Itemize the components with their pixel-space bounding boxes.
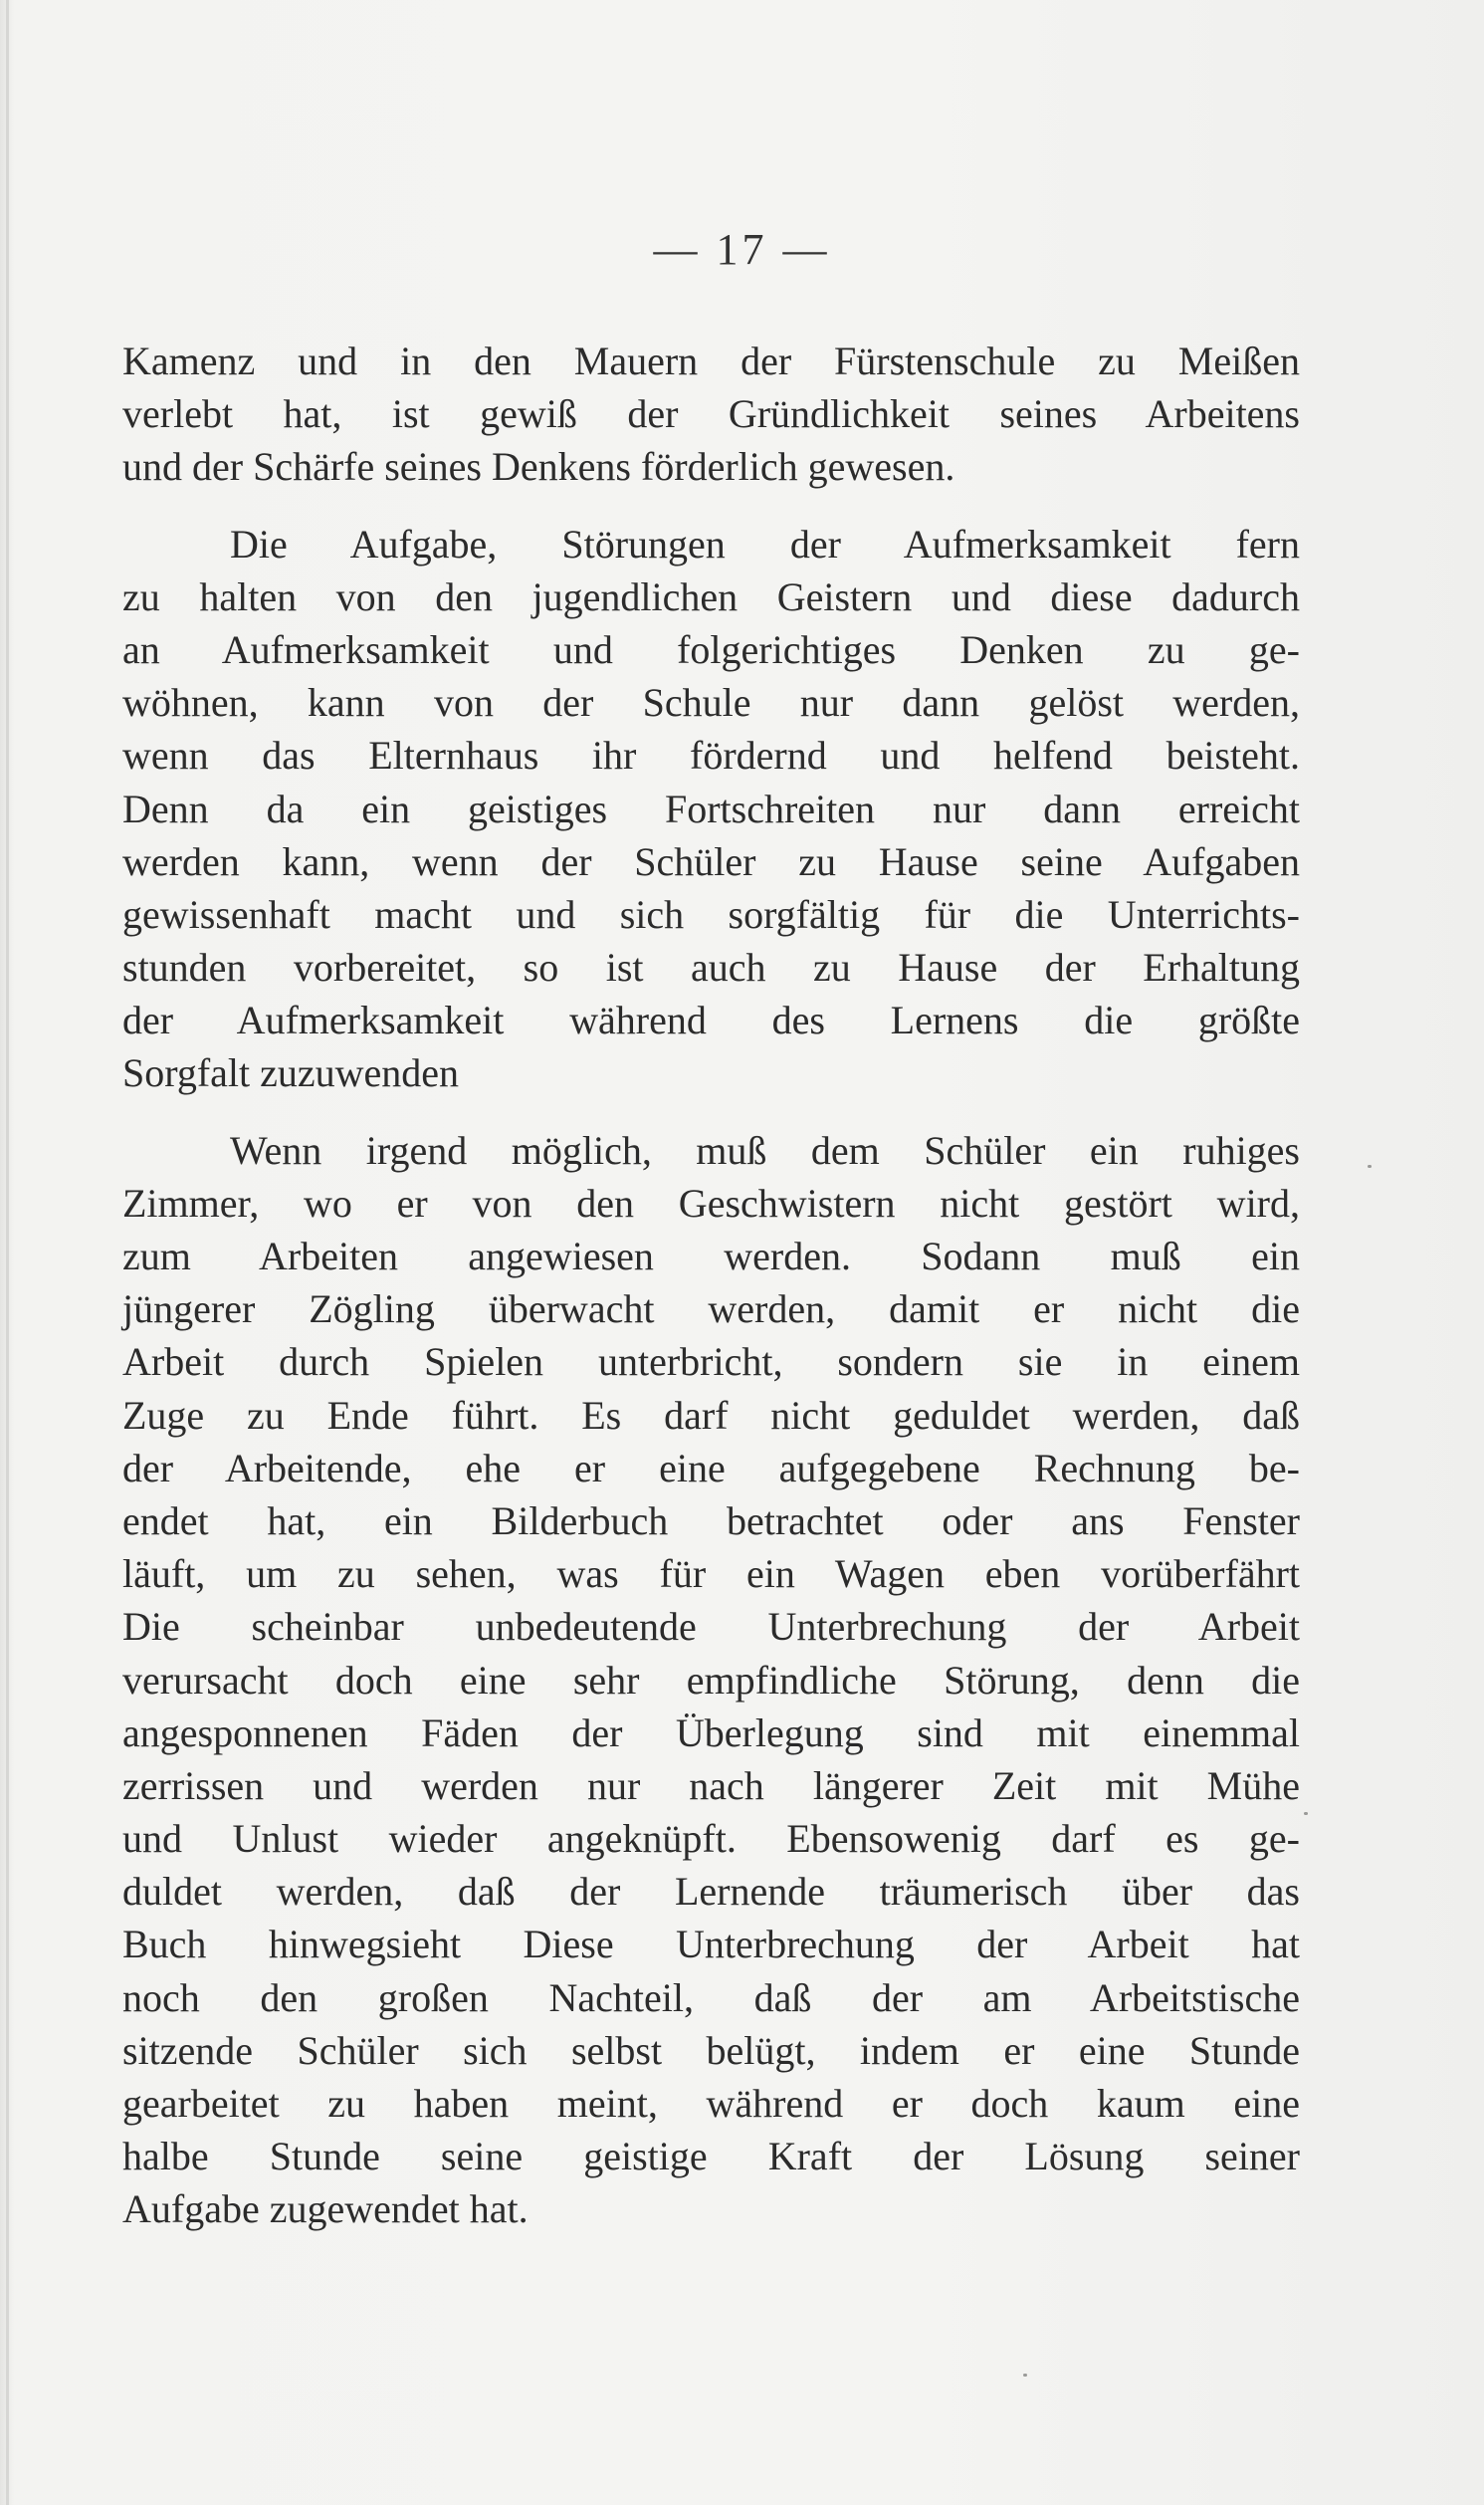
text-line: wöhnen, kann von der Schule nur dann gelöst werden,	[122, 680, 1300, 726]
text-line: stunden vorbereitet, so ist auch zu Hause der Erhaltung	[122, 945, 1300, 991]
paragraph-gap	[122, 1100, 1300, 1124]
text-line: duldet werden, daß der Lernende träumerisch über das	[122, 1869, 1300, 1915]
text-line: noch den großen Nachteil, daß der am Arbeitstische	[122, 1974, 1300, 2020]
text-line: zerrissen und werden nur nach längerer Zeit mit Mühe	[122, 1762, 1300, 1808]
text-line: wenn das Elternhaus ihr fördernd und helfend beisteht.	[122, 733, 1300, 779]
text-line: Denn da ein geistiges Fortschreiten nur dann erreicht	[122, 786, 1300, 831]
text-line: an Aufmerksamkeit und folgerichtiges Denken zu ge-	[122, 626, 1300, 672]
text-line: werden kann, wenn der Schüler zu Hause seine Aufgaben	[122, 838, 1300, 884]
text-line: Die Aufgabe, Störungen der Aufmerksamkeit fern	[230, 521, 1300, 567]
page-number: — 17 —	[653, 225, 831, 274]
text-line: zum Arbeiten angewiesen werden. Sodann muß ein	[122, 1234, 1300, 1278]
text-line: halbe Stunde seine geistige Kraft der Lösung seiner	[122, 2134, 1300, 2179]
text-line: Wenn irgend möglich, muß dem Schüler ein ruhiges	[230, 1127, 1300, 1173]
text-line: endet hat, ein Bilderbuch betrachtet oder ans Fenster	[122, 1497, 1300, 1543]
text-line: Zuge zu Ende führt. Es darf nicht geduldet werden, daß	[122, 1392, 1300, 1438]
text-line: sitzende Schüler sich selbst belügt, indem er eine Stunde	[122, 2027, 1300, 2073]
paper-speck	[1304, 1812, 1308, 1815]
body-text	[122, 335, 1300, 2236]
text-line: Aufgabe zugewendet hat.	[122, 2186, 529, 2232]
text-line: Zimmer, wo er von den Geschwistern nicht gestört wird,	[122, 1180, 1300, 1226]
text-line: Sorgfalt zuzuwenden	[122, 1050, 460, 1096]
text-line: Die scheinbar unbedeutende Unterbrechung der Arbeit	[122, 1604, 1300, 1650]
text-line: zu halten von den jugendlichen Geistern und diese dadurch	[122, 573, 1300, 619]
text-line: jüngerer Zögling überwacht werden, damit er nicht die	[122, 1286, 1300, 1332]
paper-speck	[1023, 2374, 1027, 2377]
paragraph-gap	[122, 494, 1300, 518]
text-line: gewissenhaft macht und sich sorgfältig für die Unterrichts-	[122, 891, 1300, 937]
text-line: der Arbeitende, ehe er eine aufgegebene Rechnung be-	[122, 1445, 1300, 1490]
text-line: verursacht doch eine sehr empfindliche Störung, denn die	[122, 1657, 1300, 1703]
text-line: Arbeit durch Spielen unterbricht, sondern sie in einem	[122, 1339, 1300, 1385]
text-line: der Aufmerksamkeit während des Lernens die größte	[122, 998, 1300, 1043]
page-edge-shadow	[6, 0, 9, 2505]
text-line: Kamenz und in den Mauern der Fürstenschule zu Meißen	[122, 339, 1300, 383]
paper-speck	[1368, 1165, 1372, 1168]
text-line: gearbeitet zu haben meint, während er doch kaum eine	[122, 2081, 1300, 2126]
text-line: angesponnenen Fäden der Überlegung sind mit einemmal	[122, 1709, 1300, 1755]
text-line: und der Schärfe seines Denkens förderlich gewesen.	[122, 444, 955, 490]
text-line: Buch hinwegsieht Diese Unterbrechung der Arbeit hat	[122, 1922, 1300, 1967]
text-line: verlebt hat, ist gewiß der Gründlichkeit seines Arbeitens	[122, 391, 1300, 437]
text-line: läuft, um zu sehen, was für ein Wagen eben vorüberfährt	[122, 1551, 1300, 1597]
text-line: und Unlust wieder angeknüpft. Ebensowenig darf es ge-	[122, 1816, 1300, 1862]
